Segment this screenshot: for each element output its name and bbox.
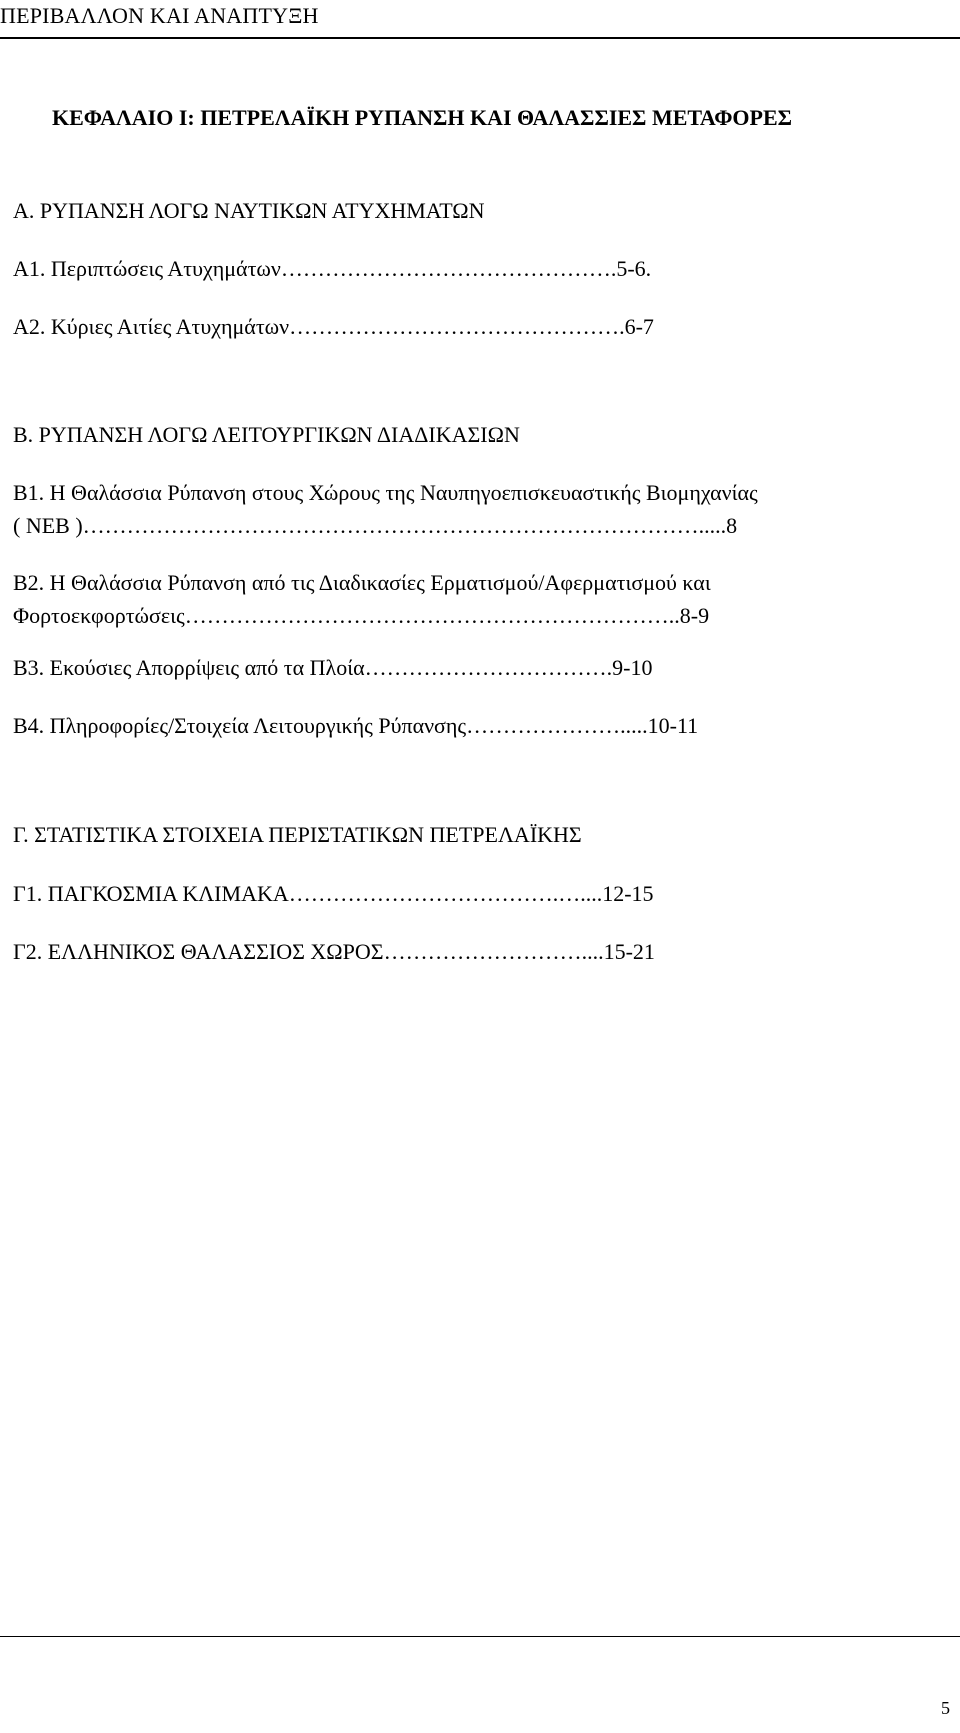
toc-entry-b4: Β4. Πληροφορίες/Στοιχεία Λειτουργικής Ρύπανσης………………….....10-11 bbox=[13, 713, 699, 738]
toc-entry-a2: Α2. Κύριες Αιτίες Ατυχημάτων……………………………………….6-7 bbox=[13, 314, 654, 339]
toc-entry-b1-continued: ( ΝΕΒ )………………………………………………………………………….....8 bbox=[13, 513, 738, 538]
toc-entry-b3: Β3. Εκούσιες Απορρίψεις από τα Πλοία…………………………….9-10 bbox=[13, 655, 653, 680]
section-a-heading: Α. ΡΥΠΑΝΣΗ ΛΟΓΩ ΝΑΥΤΙΚΩΝ ΑΤΥΧΗΜΑΤΩΝ bbox=[13, 198, 485, 223]
toc-entry-c2: Γ2. ΕΛΛΗΝΙΚΟΣ ΘΑΛΑΣΣΙΟΣ ΧΩΡΟΣ………………………....15-21 bbox=[13, 939, 655, 964]
running-header: ΠΕΡΙΒΑΛΛΟΝ ΚΑΙ ΑΝΑΠΤΥΞΗ bbox=[0, 3, 319, 28]
section-b-heading: Β. ΡΥΠΑΝΣΗ ΛΟΓΩ ΛΕΙΤΟΥΡΓΙΚΩΝ ΔΙΑΔΙΚΑΣΙΩΝ bbox=[13, 422, 520, 447]
header-rule bbox=[0, 37, 960, 39]
toc-entry-b2: Β2. Η Θαλάσσια Ρύπανση από τις Διαδικασίες Ερματισμού/Αφερματισμού και bbox=[13, 570, 711, 595]
chapter-title: ΚΕΦΑΛΑΙΟ Ι: ΠΕΤΡΕΛΑΪΚΗ ΡΥΠΑΝΣΗ ΚΑΙ ΘΑΛΑΣΣΙΕΣ ΜΕΤΑΦΟΡΕΣ bbox=[52, 105, 793, 130]
page-number: 5 bbox=[941, 1698, 950, 1718]
toc-entry-c1: Γ1. ΠΑΓΚΟΣΜΙΑ ΚΛΙΜΑΚΑ……………………………….…....12-15 bbox=[13, 881, 654, 906]
toc-entry-b2-continued: Φορτοεκφορτώσεις…………………………………………………………..8-9 bbox=[13, 603, 710, 628]
toc-entry-b1: Β1. Η Θαλάσσια Ρύπανση στους Χώρους της Ναυπηγοεπισκευαστικής Βιομηχανίας bbox=[13, 480, 758, 505]
toc-entry-a1: Α1. Περιπτώσεις Ατυχημάτων……………………………………….5-6. bbox=[13, 256, 652, 281]
footer-rule bbox=[0, 1636, 960, 1637]
section-c-heading: Γ. ΣΤΑΤΙΣΤΙΚΑ ΣΤΟΙΧΕΙΑ ΠΕΡΙΣΤΑΤΙΚΩΝ ΠΕΤΡΕΛΑΪΚΗΣ bbox=[13, 822, 582, 847]
